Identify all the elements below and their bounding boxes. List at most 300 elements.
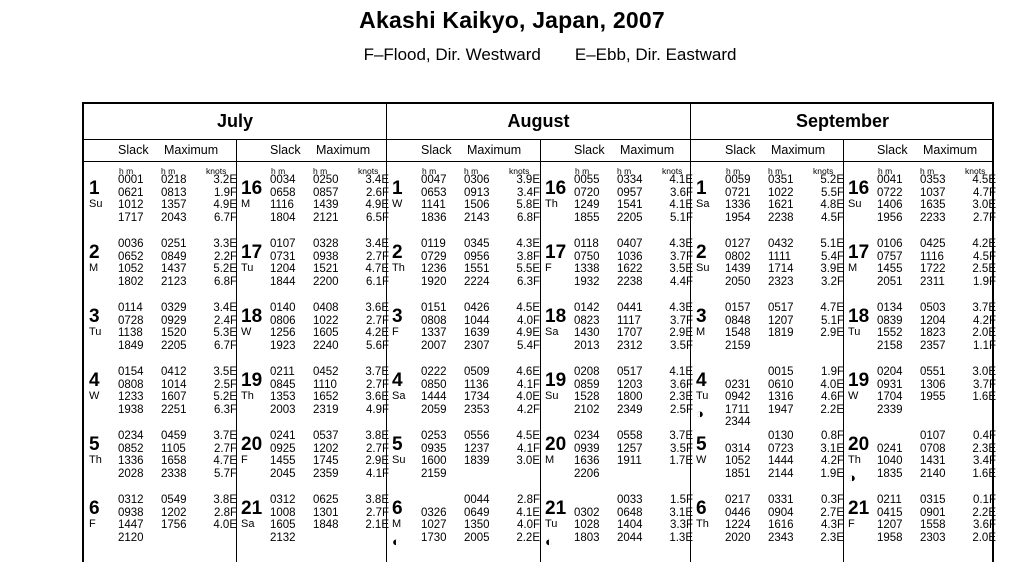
maximum-time: 0957: [617, 186, 643, 199]
slack-time: 1804: [270, 211, 296, 224]
maximum-speed: 2.0E: [972, 327, 996, 340]
slack-time: 2050: [725, 275, 751, 288]
units-hm: h m: [313, 166, 328, 176]
slack-time: 2132: [270, 531, 296, 544]
maximum-time: 1117: [617, 314, 641, 327]
maximum-time: 0329: [161, 302, 187, 314]
slack-time: 0034: [270, 174, 296, 186]
tide-event-line: [725, 174, 844, 187]
maximum-speed: 3.8F: [516, 250, 540, 263]
maximum-time: 0901: [920, 506, 946, 519]
tide-event-line: [877, 366, 996, 379]
slack-time: 1236: [421, 263, 447, 276]
maximum-time: 1431: [920, 455, 946, 468]
maximum-time: 1110: [313, 378, 337, 391]
day-of-week: F: [241, 454, 248, 466]
maximum-time: 0425: [920, 238, 946, 250]
maximum-speed: 4.1E: [669, 366, 693, 378]
slack-time: 0041: [877, 174, 903, 186]
maximum-speed: 4.0E: [516, 391, 540, 404]
tide-event-line: [421, 494, 540, 507]
maximum-time: 0625: [313, 494, 339, 506]
maximum-time: 0432: [768, 238, 794, 250]
maximum-time: 1022: [313, 314, 339, 327]
maximum-speed: 0.3F: [820, 494, 844, 506]
tide-event-line: [877, 212, 996, 225]
slack-time: 0802: [725, 250, 751, 263]
tide-event-line: [270, 276, 389, 289]
tide-event-line: [270, 532, 389, 545]
slack-time: 2120: [118, 531, 144, 544]
tide-event-line: [877, 468, 996, 481]
tide-event-line: [574, 276, 693, 289]
slack-time: 0731: [270, 250, 296, 263]
maximum-time: 1848: [313, 519, 339, 532]
tide-event-line: [118, 455, 237, 468]
maximum-time: 1745: [313, 455, 339, 468]
tide-event-line: [574, 366, 693, 379]
maximum-time: 1616: [768, 519, 794, 532]
slack-time: 0935: [421, 442, 447, 455]
tide-event-line: [118, 519, 237, 532]
column-header-maximum: Maximum: [620, 143, 675, 157]
slack-time: 1439: [725, 263, 751, 276]
slack-time: 1844: [270, 275, 296, 288]
slack-time: 1938: [118, 403, 144, 416]
maximum-time: 1437: [161, 263, 187, 276]
tide-event-line: [877, 443, 996, 456]
column-header-slack: Slack: [725, 143, 756, 157]
tide-event-line: [118, 315, 237, 328]
maximum-speed: 0.4F: [972, 430, 996, 442]
maximum-speed: 4.2F: [820, 455, 844, 468]
maximum-time: 1111: [768, 250, 792, 263]
slack-time: 0217: [725, 494, 751, 506]
maximum-speed: 3.7E: [213, 430, 237, 442]
maximum-speed: 4.9E: [516, 327, 540, 340]
tide-event-line: [877, 187, 996, 200]
tide-event-line: [877, 507, 996, 520]
maximum-time: 0218: [161, 174, 187, 186]
slack-time: 1052: [118, 263, 144, 276]
day-of-week: Th: [392, 262, 405, 274]
day-number: 5: [392, 434, 403, 455]
slack-time: 0850: [421, 378, 447, 391]
day-of-week: F: [89, 518, 96, 530]
maximum-speed: 2.1E: [365, 519, 389, 532]
day-number: 17: [545, 242, 567, 263]
slack-time: 0234: [118, 430, 144, 442]
day-number: 6: [696, 498, 707, 519]
month-header-july: July: [84, 104, 386, 140]
maximum-time: 1714: [768, 263, 794, 276]
maximum-time: 0556: [464, 430, 490, 442]
column-divider: [540, 140, 541, 562]
tide-event-line: [574, 391, 693, 404]
maximum-speed: 3.8E: [365, 430, 389, 442]
slack-time: 1711: [725, 403, 750, 416]
day-of-week: Su: [89, 198, 103, 210]
slack-time: 0653: [421, 186, 447, 199]
maximum-time: 0558: [617, 430, 643, 442]
day-of-week: Su: [545, 390, 559, 402]
maximum-speed: 5.5E: [516, 263, 540, 276]
day-number: 18: [545, 306, 567, 327]
slack-time: 1600: [421, 455, 447, 468]
tide-event-line: [877, 455, 996, 468]
maximum-time: 1037: [920, 186, 946, 199]
maximum-speed: 3.0E: [516, 455, 540, 468]
slack-time: 1528: [574, 391, 600, 404]
day-number: 2: [89, 242, 100, 263]
maximum-speed: 3.7F: [972, 378, 996, 391]
tide-event-line: [725, 404, 844, 417]
slack-time: 0446: [725, 506, 751, 519]
tide-event-line: [574, 174, 693, 187]
maximum-speed: 3.8E: [213, 494, 237, 506]
maximum-speed: 3.2F: [820, 275, 844, 288]
slack-time: 1704: [877, 391, 903, 404]
slack-time: 0852: [118, 442, 144, 455]
slack-time: 0302: [574, 506, 600, 519]
slack-time: 1336: [725, 199, 751, 212]
maximum-time: 1551: [464, 263, 490, 276]
slack-time: 1444: [421, 391, 447, 404]
units-hm: h m: [119, 166, 134, 176]
maximum-time: 2323: [768, 275, 794, 288]
slack-time: 0729: [421, 250, 447, 263]
units-hm: h m: [920, 166, 935, 176]
units-hm: h m: [878, 166, 893, 176]
tide-event-line: [725, 366, 844, 379]
slack-time: 0938: [118, 506, 144, 519]
maximum-speed: 6.7F: [213, 211, 237, 224]
tide-event-line: [574, 430, 693, 443]
maximum-time: 1652: [313, 391, 339, 404]
tide-event-line: [421, 404, 540, 417]
units-knots: knots: [509, 166, 530, 176]
tide-event-line: [574, 212, 693, 225]
maximum-speed: 2.7F: [365, 442, 389, 455]
day-of-week: Tu: [848, 326, 861, 338]
maximum-time: 2140: [920, 467, 946, 480]
day-number: 20: [545, 434, 567, 455]
day-number: 16: [545, 178, 567, 199]
maximum-speed: 1.5F: [669, 494, 693, 506]
tide-event-line: [118, 507, 237, 520]
tide-event-line: [725, 494, 844, 507]
slack-time: 0127: [725, 238, 751, 250]
tide-event-line: [421, 519, 540, 532]
column-header-slack: Slack: [877, 143, 908, 157]
maximum-speed: 3.2E: [213, 174, 237, 186]
day-number: 4: [392, 370, 403, 391]
tide-event-line: [118, 199, 237, 212]
tide-event-line: [877, 379, 996, 392]
maximum-speed: 4.0F: [516, 519, 540, 532]
slack-time: 1958: [877, 531, 903, 544]
tide-event-line: [725, 455, 844, 468]
column-header-slack: Slack: [421, 143, 452, 157]
maximum-time: 2144: [768, 467, 794, 480]
maximum-speed: 4.4F: [669, 275, 693, 288]
page-title: Akashi Kaikyo, Japan, 2007: [359, 7, 665, 33]
maximum-speed: 3.4E: [365, 174, 389, 186]
maximum-time: 1036: [617, 250, 643, 263]
day-of-week: Su: [848, 198, 862, 210]
tide-event-line: [725, 416, 844, 429]
slack-time: 0241: [877, 442, 903, 455]
maximum-time: 1819: [768, 327, 794, 340]
slack-time: 1855: [574, 211, 600, 224]
day-number: 17: [848, 242, 870, 263]
tide-event-line: [725, 340, 844, 353]
day-of-week: M: [696, 326, 706, 338]
tide-event-line: [421, 187, 540, 200]
maximum-speed: 2.3E: [972, 442, 996, 455]
tide-event-line: [574, 455, 693, 468]
maximum-time: 1607: [161, 391, 187, 404]
maximum-time: 1635: [920, 199, 946, 212]
units-knots: knots: [662, 166, 683, 176]
slack-time: 1040: [877, 455, 903, 468]
slack-time: 1455: [270, 455, 296, 468]
maximum-time: 1911: [617, 455, 642, 468]
maximum-time: 2143: [464, 211, 490, 224]
slack-time: 1406: [877, 199, 903, 212]
day-of-week: Su: [392, 454, 406, 466]
maximum-speed: 4.9F: [365, 403, 389, 416]
tide-event-line: [574, 187, 693, 200]
maximum-speed: 4.2F: [972, 314, 996, 327]
slack-time: 1249: [574, 199, 600, 212]
tide-event-line: [725, 251, 844, 264]
tide-event-line: [270, 302, 389, 315]
units-hm: h m: [161, 166, 176, 176]
tide-event-line: [421, 455, 540, 468]
slack-time: 2013: [574, 339, 600, 352]
maximum-time: 0509: [464, 366, 490, 378]
day-of-week: Th: [545, 198, 558, 210]
day-number: 19: [241, 370, 263, 391]
tide-event-line: [574, 443, 693, 456]
tide-event-line: [421, 238, 540, 251]
tide-event-line: [877, 532, 996, 545]
maximum-speed: 1.6E: [972, 391, 996, 404]
maximum-speed: 1.6E: [972, 467, 996, 480]
day-number: 3: [392, 306, 403, 327]
tide-event-line: [725, 187, 844, 200]
slack-time: 1455: [877, 263, 903, 276]
maximum-time: 1521: [313, 263, 339, 276]
tide-event-line: [877, 340, 996, 353]
tide-event-line: [574, 315, 693, 328]
slack-time: 0106: [877, 238, 903, 250]
day-number: 4: [696, 370, 707, 391]
tide-event-line: [421, 430, 540, 443]
maximum-speed: 2.3E: [820, 531, 844, 544]
tide-event-line: [574, 251, 693, 264]
units-hm: h m: [575, 166, 590, 176]
maximum-speed: 3.6F: [972, 519, 996, 532]
column-header-slack: Slack: [574, 143, 605, 157]
maximum-time: 2233: [920, 211, 946, 224]
day-of-week: F: [848, 518, 855, 530]
maximum-time: 0904: [768, 506, 794, 519]
maximum-time: 2224: [464, 275, 490, 288]
slack-time: 0107: [270, 238, 296, 250]
tide-event-line: [725, 315, 844, 328]
legend-ebb: E–Ebb, Dir. Eastward: [574, 45, 737, 64]
maximum-speed: 6.3F: [213, 403, 237, 416]
maximum-speed: 2.3E: [669, 391, 693, 404]
slack-time: 0059: [725, 174, 751, 186]
day-of-week: Th: [848, 454, 861, 466]
tide-event-line: [118, 366, 237, 379]
slack-time: 0808: [421, 314, 447, 327]
slack-time: 0808: [118, 378, 144, 391]
tide-event-line: [725, 379, 844, 392]
day-of-week: Sa: [241, 518, 255, 530]
tide-event-line: [877, 430, 996, 443]
slack-time: 0939: [574, 442, 600, 455]
slack-time: 1224: [725, 519, 751, 532]
slack-time: 1008: [270, 506, 296, 519]
maximum-time: 0412: [161, 366, 187, 378]
day-of-week: M: [241, 198, 251, 210]
slack-time: 0859: [574, 378, 600, 391]
maximum-speed: 2.6F: [365, 186, 389, 199]
tide-event-line: [421, 532, 540, 545]
tide-event-line: [270, 494, 389, 507]
maximum-speed: 4.5E: [516, 302, 540, 314]
tide-event-line: [270, 430, 389, 443]
maximum-speed: 2.2E: [972, 506, 996, 519]
slack-time: 0658: [270, 186, 296, 199]
maximum-speed: 6.5F: [365, 211, 389, 224]
slack-time: 0925: [270, 442, 296, 455]
maximum-speed: 3.5E: [213, 366, 237, 378]
maximum-speed: 0.1F: [972, 494, 996, 506]
slack-time: 0142: [574, 302, 600, 314]
maximum-speed: 3.4F: [972, 455, 996, 468]
day-of-week: Sa: [696, 198, 710, 210]
tide-event-line: [725, 199, 844, 212]
maximum-time: 2311: [920, 275, 945, 288]
slack-time: 1835: [877, 467, 903, 480]
maximum-speed: 3.5F: [669, 339, 693, 352]
maximum-time: 0723: [768, 442, 794, 455]
slack-time: 1337: [421, 327, 447, 340]
maximum-speed: 5.2E: [213, 391, 237, 404]
maximum-speed: 2.7F: [365, 378, 389, 391]
maximum-speed: 4.5E: [972, 174, 996, 186]
tide-event-line: [270, 251, 389, 264]
slack-time: 2344: [725, 416, 751, 429]
maximum-time: 0938: [313, 250, 339, 263]
maximum-time: 0033: [617, 494, 643, 506]
maximum-speed: 2.2E: [820, 403, 844, 416]
tide-event-line: [270, 455, 389, 468]
tide-event-line: [725, 519, 844, 532]
day-number: 18: [848, 306, 870, 327]
day-of-week: M: [848, 262, 858, 274]
maximum-speed: 4.1E: [669, 174, 693, 186]
slack-time: 0241: [270, 430, 296, 442]
maximum-speed: 4.7E: [213, 455, 237, 468]
maximum-time: 2043: [161, 211, 187, 224]
day-of-week: F: [545, 262, 552, 274]
tide-event-line: [118, 302, 237, 315]
maximum-time: 1306: [920, 378, 946, 391]
tide-event-line: [725, 443, 844, 456]
maximum-time: 1658: [161, 455, 187, 468]
maximum-time: 0649: [464, 506, 490, 519]
tide-event-line: [270, 174, 389, 187]
slack-time: 0134: [877, 302, 903, 314]
day-of-week: Th: [241, 390, 254, 402]
maximum-time: 2123: [161, 275, 187, 288]
maximum-time: 2307: [464, 339, 490, 352]
day-of-week: Th: [89, 454, 102, 466]
maximum-time: 0315: [920, 494, 946, 506]
tide-event-line: [574, 199, 693, 212]
maximum-speed: 2.0E: [972, 531, 996, 544]
slack-time: 2059: [421, 403, 447, 416]
maximum-speed: 2.2F: [213, 250, 237, 263]
tide-event-line: [421, 263, 540, 276]
slack-time: 0942: [725, 391, 751, 404]
maximum-time: 2312: [617, 339, 643, 352]
maximum-time: 0015: [768, 366, 794, 378]
tide-event-line: [877, 263, 996, 276]
tide-event-line: [270, 404, 389, 417]
maximum-time: 2044: [617, 531, 643, 544]
slack-time: 0118: [574, 238, 599, 250]
tide-event-line: [877, 276, 996, 289]
maximum-speed: 1.3E: [669, 531, 693, 544]
maximum-time: 1202: [161, 506, 187, 519]
slack-time: 2102: [574, 403, 600, 416]
maximum-speed: 3.4E: [365, 238, 389, 250]
tide-event-line: [421, 507, 540, 520]
maximum-speed: 5.3E: [213, 327, 237, 340]
slack-time: 2045: [270, 467, 296, 480]
slack-time: 0204: [877, 366, 903, 378]
tide-event-line: [118, 212, 237, 225]
maximum-speed: 4.5F: [820, 211, 844, 224]
maximum-time: 0551: [920, 366, 946, 378]
tide-event-line: [574, 519, 693, 532]
tide-event-line: [118, 276, 237, 289]
maximum-time: 1800: [617, 391, 643, 404]
maximum-speed: 2.8F: [213, 506, 237, 519]
slack-time: 1447: [118, 519, 144, 532]
tide-event-line: [877, 494, 996, 507]
maximum-speed: 3.1E: [669, 506, 693, 519]
maximum-speed: 2.9E: [669, 327, 693, 340]
tide-event-line: [877, 199, 996, 212]
maximum-time: 0353: [920, 174, 946, 186]
slack-time: 1430: [574, 327, 600, 340]
day-number: 4: [89, 370, 100, 391]
tide-event-line: [421, 174, 540, 187]
tide-event-line: [421, 340, 540, 353]
maximum-speed: 3.8E: [365, 494, 389, 506]
tide-event-line: [421, 379, 540, 392]
slack-time: 1836: [421, 211, 447, 224]
slack-time: 0750: [574, 250, 600, 263]
